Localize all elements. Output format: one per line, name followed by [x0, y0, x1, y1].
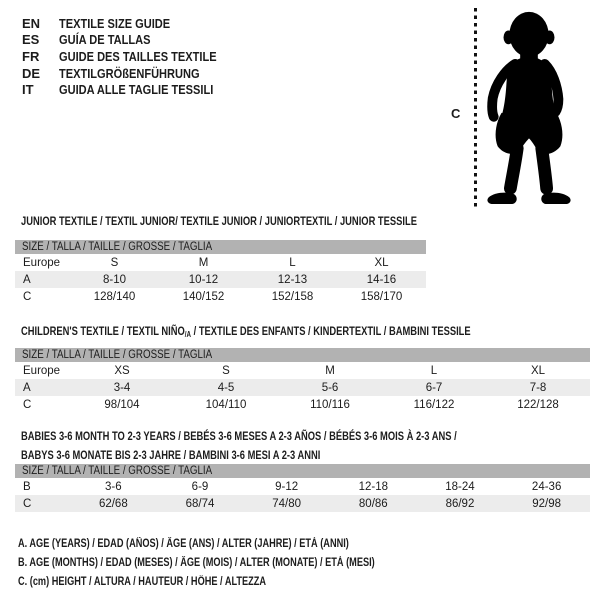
footnote-b [18, 554, 464, 573]
language-code: EN [22, 15, 41, 31]
size-cell: 5-6 [278, 379, 382, 396]
row-label: C [15, 495, 70, 512]
language-code: ES [22, 32, 40, 48]
size-header-row [15, 348, 590, 362]
size-cell: 98/104 [104, 398, 140, 411]
footnote-a [18, 535, 464, 554]
size-cell: 104/110 [205, 398, 247, 411]
language-row-it [22, 81, 244, 98]
size-cell: L [430, 364, 438, 377]
size-cell: XL [530, 364, 546, 377]
row-label: B [23, 480, 31, 493]
size-cell: 12-13 [248, 271, 337, 288]
language-label: TEXTILE SIZE GUIDE [59, 15, 171, 31]
size-header-text: SIZE / TALLA / TAILLE / GRÖSSE / TAGLIA [22, 241, 213, 253]
size-cell: M [198, 256, 209, 269]
language-code: FR [22, 48, 40, 64]
size-cell: 3-4 [70, 379, 174, 396]
language-legend [22, 15, 244, 98]
children-title-subscript: /A [184, 330, 192, 339]
language-row-es [22, 32, 244, 49]
size-cell: 7-8 [486, 379, 590, 396]
language-row-en [22, 15, 244, 32]
size-cell: 62/68 [70, 495, 157, 512]
row-label: C [23, 290, 32, 303]
size-header-row [15, 240, 426, 254]
table-row [15, 396, 590, 413]
language-label: GUIDE DES TAILLES TEXTILE [59, 48, 217, 64]
size-header-text: SIZE / TALLA / TAILLE / GRÖSSE / TAGLIA [22, 349, 213, 361]
babies-title-line1-text: BABIES 3-6 MONTH TO 2-3 YEARS / BEBÉS 3-6 MESES A 2-3 AÑOS / BÉBÉS 3-6 MOIS À 2-3 ANS / [21, 429, 457, 443]
footnotes [18, 535, 464, 591]
babies-title-line1 [21, 429, 580, 448]
size-cell: 122/128 [517, 398, 559, 411]
size-cell: 128/140 [93, 290, 136, 303]
size-cell: 158/170 [360, 290, 403, 303]
language-code: DE [22, 65, 41, 81]
size-cell: 74/80 [243, 495, 330, 512]
size-cell: 116/122 [413, 398, 455, 411]
size-cell: S [110, 256, 119, 269]
children-title-suffix: / TEXTILE DES ENFANTS / KINDERTEXTIL / BAMBINI TESSILE [191, 324, 471, 338]
row-label: C [23, 398, 32, 411]
size-header-text: SIZE / TALLA / TAILLE / GRÖSSE / TAGLIA [22, 465, 213, 477]
size-cell: 86/92 [417, 495, 504, 512]
height-measure-dashed-line [474, 8, 477, 207]
table-row [15, 379, 590, 396]
size-cell: 9-12 [275, 480, 299, 493]
size-cell: 110/116 [310, 398, 350, 411]
junior-size-table [15, 240, 426, 305]
language-label: GUIDA ALLE TAGLIE TESSILI [59, 82, 214, 98]
size-header-cell [15, 348, 590, 362]
footnote-c [18, 573, 464, 592]
row-label: Europe [23, 256, 61, 269]
size-cell: S [222, 364, 230, 377]
language-code: IT [22, 82, 34, 98]
size-header-row [15, 464, 590, 478]
baby-silhouette-image [479, 6, 579, 208]
size-cell: 6-7 [382, 379, 486, 396]
size-cell: XS [114, 364, 130, 377]
size-cell: 24-36 [531, 480, 562, 493]
size-cell: 12-18 [358, 480, 388, 493]
babies-section-title [21, 429, 580, 467]
table-row [15, 271, 426, 288]
size-header-cell [15, 240, 426, 254]
row-label: A [15, 271, 70, 288]
footnote-b-text: B. AGE (MONTHS) / EDAD (MESES) / ÂGE (MOIS) / ALTER (MONATE) / ETÀ (MESI) [18, 557, 375, 570]
size-cell: L [289, 256, 296, 269]
table-row [15, 478, 590, 495]
size-cell: M [325, 364, 335, 377]
language-row-fr [22, 48, 244, 65]
footnote-a-text: A. AGE (YEARS) / EDAD (AÑOS) / ÂGE (ANS) / ALTER (JAHRE) / ETÀ (ANNI) [18, 538, 349, 551]
height-marker-label: C [451, 106, 461, 121]
size-cell: 8-10 [70, 271, 159, 288]
size-cell: 92/98 [503, 495, 590, 512]
junior-section-title [21, 214, 529, 228]
size-header-cell [15, 464, 590, 478]
size-cell: 10-12 [159, 271, 248, 288]
table-row [15, 288, 426, 305]
children-title-prefix: CHILDREN'S TEXTILE / TEXTIL NIÑO [21, 324, 185, 338]
row-label: A [15, 379, 70, 396]
babies-size-table [15, 464, 590, 512]
children-section-title-text [21, 324, 471, 339]
table-row [15, 254, 426, 271]
size-cell: 18-24 [445, 480, 475, 493]
footnote-c-text: C. (cm) HEIGHT / ALTURA / HAUTEUR / HÖHE / ALTEZZA [18, 575, 267, 588]
size-cell: 68/74 [157, 495, 244, 512]
table-row [15, 495, 590, 512]
size-cell: 4-5 [174, 379, 278, 396]
size-cell: XL [374, 256, 389, 269]
children-section-title [21, 324, 597, 339]
size-cell: 3-6 [105, 480, 122, 493]
size-cell: 80/86 [330, 495, 417, 512]
size-cell: 152/158 [271, 290, 314, 303]
size-cell: 140/152 [182, 290, 225, 303]
junior-section-title-text: JUNIOR TEXTILE / TEXTIL JUNIOR/ TEXTILE JUNIOR / JUNIORTEXTIL / JUNIOR TESSILE [21, 214, 417, 228]
table-row [15, 362, 590, 379]
children-size-table [15, 348, 590, 413]
babies-title-line2-text: BABYS 3-6 MONATE BIS 2-3 JAHRE / BAMBINI 3-6 MESI A 2-3 ANNI [21, 448, 321, 462]
language-label: GUÍA DE TALLAS [59, 32, 151, 48]
size-cell: 14-16 [337, 271, 426, 288]
language-label: TEXTILGRÖßENFÜHRUNG [59, 65, 200, 81]
row-label: Europe [23, 364, 61, 377]
language-row-de [22, 65, 244, 82]
size-cell: 6-9 [191, 480, 209, 493]
